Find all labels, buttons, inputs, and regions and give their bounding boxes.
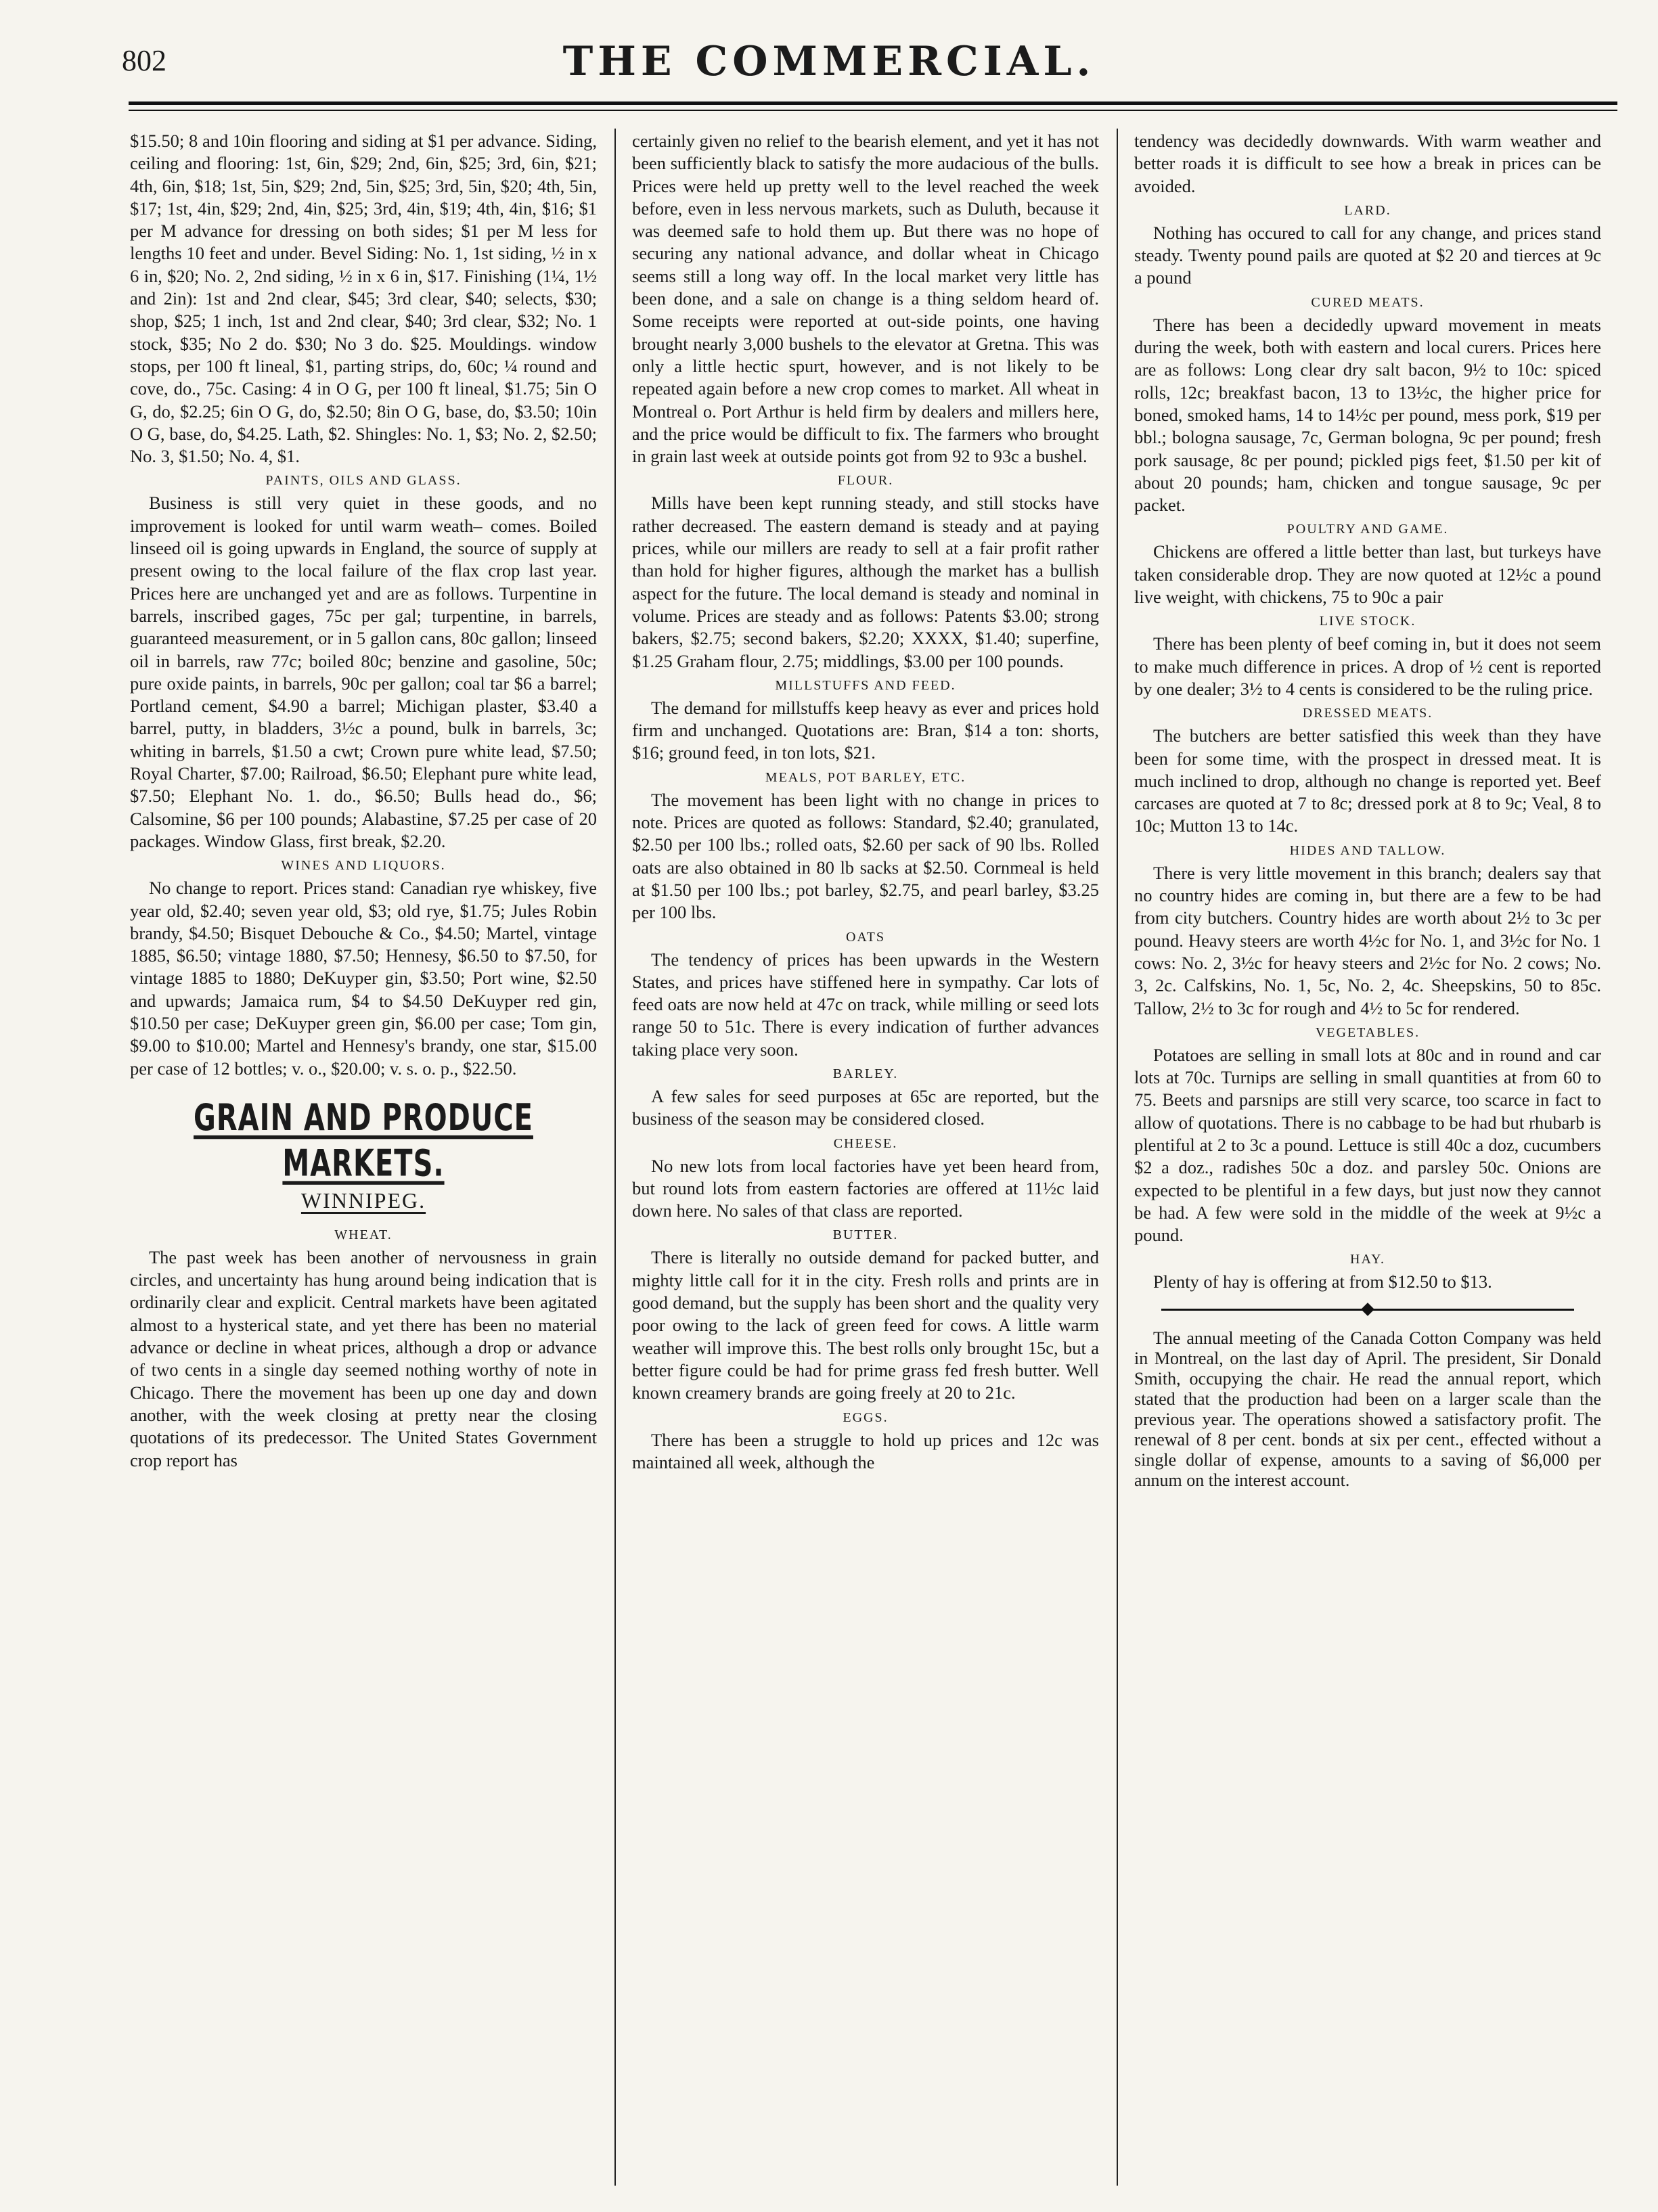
wines-heading: WINES AND LIQUORS. xyxy=(281,858,446,874)
live-stock-paragraph: There has been plenty of beef coming in, but it does not seem to make much difference in prices. A drop of ½ cent is reported by one dealer; 3½ to 4 cents is considered to be the ruling price. xyxy=(1134,633,1601,699)
lard-heading: LARD. xyxy=(1344,202,1391,218)
masthead: THE COMMERCIAL. xyxy=(562,38,1096,85)
header-rule-thin xyxy=(129,110,1617,111)
barley-heading: BARLEY. xyxy=(832,1066,899,1081)
wheat-paragraph: The past week has been another of nervousness in grain circles, and uncertainty has hung around being indication that is ordinarily clear and explicit. Central markets have been agitated almost to a hysterical state, and yet there has been no material advance or decline in wheat prices, although a drop or advance of two cents in a single day seemed nothing worthy of note in Chicago. There the movement has been up one day and down another, with the week closing at pretty near the closing quotations of its predecessor. The United States Government crop report has xyxy=(130,1246,597,1470)
page-number: 802 xyxy=(122,44,166,77)
ornamental-divider xyxy=(1161,1309,1574,1316)
cured-meats-paragraph: There has been a decidedly upward movement in meats during the week, both with eastern and local curers. Prices here are as follows: Long clear dry salt bacon, 9½ to 10c: spiced rolls, 12c; breakfast bacon, 13 to 13½c, the higher price for boned, smoked hams, 14 to 14½c per pound, mess pork, $19 per bbl.; bologna sausage, 7c, German bologna, 9c per pound; fresh pork sausage, 8c per pound; pickled pigs feet, $1.50 per kit of about 20 pounds; ham, chicken and tongue sausage, 9c per packet. xyxy=(1134,314,1601,516)
eggs-paragraph: There has been a struggle to hold up prices and 12c was maintained all week, although the xyxy=(632,1429,1099,1472)
header-rule-thick xyxy=(129,101,1617,105)
column-1 xyxy=(130,130,597,2194)
paints-heading: PAINTS, OILS AND GLASS. xyxy=(265,473,462,489)
page-header xyxy=(0,0,1658,101)
winnipeg-title: WINNIPEG. xyxy=(300,1188,426,1213)
millstuffs-paragraph: The demand for millstuffs keep heavy as ever and prices hold firm and unchanged. Quotations are: Bran, $14 a ton: shorts, $16; ground feed, in ton lots, $21. xyxy=(632,697,1099,763)
oats-heading: OATS xyxy=(845,929,885,945)
paints-paragraph: Business is still very quiet in these goods, and no improvement is looked for until warm weath– comes. Boiled linseed oil is going upwards in England, the source of supply at present owing to the local failure of the flax crop last year. Prices here are unchanged yet and are as follows. Turpentine in barrels, inscribed gages, 75c per gal; turpentine, in barrels, guaranteed measurement, or in 5 gallon cans, 80c gallon; linseed oil in barrels, raw 77c; boiled 80c; benzine and gasoline, 50c; pure oxide paints, in barrels, 90c per gallon; coal tar $6 a barrel; Portland cement, $4.90 a barrel; Michigan plaster, $3.40 a barrel, putty, in bladders, 3½c a pound, bulk in barrels, 3c; whiting in barrels, $1.50 a cwt; Crown pure white lead, $7.50; Royal Charter, $7.00; Railroad, $6.50; Elephant pure white lead, $7.50; Elephant No. 1. do., $6.50; Bulls head do., $6; Calsomine, $6 per 100 pounds; Alabastine, $7.25 per case of 20 packages. Window Glass, first break, $2.20. xyxy=(130,493,597,851)
oats-paragraph: The tendency of prices has been upwards in the Western States, and prices have stiffened here in sympathy. Car lots of feed oats are now held at 47c on track, while milling or seed lots range 50 to 51c. There is every indication of further advances taking place very soon. xyxy=(632,949,1099,1060)
eggs-paragraph-continued: tendency was decidedly downwards. With warm weather and better roads it is difficult to see how a break in prices can be avoided. xyxy=(1134,131,1601,196)
dressed-meats-heading: DRESSED MEATS. xyxy=(1302,706,1433,721)
column-2 xyxy=(632,130,1099,2194)
butter-heading: BUTTER. xyxy=(832,1227,899,1243)
canada-cotton-notice: The annual meeting of the Canada Cotton Company was held in Montreal, on the last day of April. The president, Sir Donald Smith, occupying the chair. He read the annual report, which stated that the production had been on a larger scale than the previous year. The operations showed a satisfactory profit. The renewal of 8 per cent. bonds at six per cent., effected without a single dollar of expense, amounts to a saving of $6,000 per annum on the interest account. xyxy=(1134,1328,1601,1490)
barley-paragraph: A few sales for seed purposes at 65c are reported, but the business of the season may be considered closed. xyxy=(632,1085,1099,1129)
column-divider-2 xyxy=(1117,129,1118,2186)
live-stock-heading: LIVE STOCK. xyxy=(1319,614,1416,629)
column-divider-1 xyxy=(614,129,616,2186)
eggs-heading: EGGS. xyxy=(843,1409,889,1425)
poultry-heading: POULTRY AND GAME. xyxy=(1286,522,1449,537)
lumber-prices-continued: $15.50; 8 and 10in flooring and siding at $1 per advance. Siding, ceiling and flooring: 1st, 6in, $29; 2nd, 6in, $25; 3rd, 6in, $21; 4th, 6in, $18; 1st, 5in, $29; 2nd, 5in, $25; 3rd, 5in, $20; 4th, 5in, $17; 1st, 4in, $29; 2nd, 4in, $25; 3rd, 4in, $19; 4th, 4in, $16; $1 per M advance for dressing on both sides; $1 per M less for lengths 10 feet and under. Bevel Siding: No. 1, 1st siding, ½ in x 6 in, $20; No. 2, 2nd siding, ½ in x 6 in, $17. Finishing (1¼, 1½ and 2in): 1st and 2nd clear, $45; 3rd clear, $40; selects, $30; shop, $25; 1 inch, 1st and 2nd clear, $40; 3rd clear, $32; No. 1 stock, $35; No 2 do. $30; No 3 do. $25. Mouldings. window stops, per 100 ft lineal, $1, parting strips, do, 60c; ¼ round and cove, do., 75c. Casing: 4 in O G, per 100 ft lineal, $1.75; 5in O G, do, $2.25; 6in O G, do, $2.50; 8in O G, base, do, $3.50; 10in O G, base, do, $4.25. Lath, $2. Shingles: No. 1, $3; No. 2, $2.50; No. 3, $1.50; No. 4, $1. xyxy=(130,131,597,467)
cheese-heading: CHEESE. xyxy=(833,1135,898,1151)
flour-heading: FLOUR. xyxy=(837,473,894,489)
hides-paragraph: There is very little movement in this branch; dealers say that no country hides are coming in, but there are a few to be had from city butchers. Country hides are worth about 2½ to 3c per pound. Heavy steers are worth 4½c for No. 1, and 3½c for No. 1 cows: No. 2, 3½c for heavy steers and 2½c for No. 2 cows; No. 3, 2c. Calfskins, No. 1, 5c, No. 2, 4c. Sheepskins, 50 to 85c. Tallow, 2½ to 3c for rough and 4½ to 5c for rendered. xyxy=(1134,862,1601,1018)
grain-produce-section-title: GRAIN AND PRODUCE MARKETS. xyxy=(194,1097,533,1185)
wheat-heading: WHEAT. xyxy=(334,1227,393,1242)
poultry-paragraph: Chickens are offered a little better than last, but turkeys have taken considerable drop. They are now quoted at 12½c a pound live weight, with chickens, 75 to 90c a pair xyxy=(1134,541,1601,608)
cheese-paragraph: No new lots from local factories have yet been heard from, but round lots from eastern factories are offered at 11½c laid down here. No sales of that class are reported. xyxy=(632,1155,1099,1221)
hay-paragraph: Plenty of hay is offering at from $12.50 to $13. xyxy=(1153,1271,1492,1292)
dressed-meats-paragraph: The butchers are better satisfied this week than they have been for some time, with the prospect in dressed meat. It is much inclined to drop, although no change is reported yet. Beef carcases are quoted at 7 to 8c; dressed pork at 8 to 9c; Veal, 8 to 10c; Mutton 13 to 14c. xyxy=(1134,725,1601,836)
hides-heading: HIDES AND TALLOW. xyxy=(1289,842,1446,858)
millstuffs-heading: MILLSTUFFS AND FEED. xyxy=(775,677,956,693)
column-3 xyxy=(1134,130,1601,2194)
lard-paragraph: Nothing has occured to call for any change, and prices stand steady. Twenty pound pails are quoted at $2 20 and tierces at 9c a pound xyxy=(1134,222,1601,288)
meals-heading: MEALS, POT BARLEY, ETC. xyxy=(765,769,966,785)
flour-paragraph: Mills have been kept running steady, and still stocks have rather decreased. The eastern demand is steady and at paying prices, while our millers are ready to sell at a fair profit rather than hold for higher figures, although the market has a bullish aspect for the future. The local demand is steady and nominal in volume. Prices are steady and as follows: Patents $3.00; strong bakers, $2.75; second bakers, $2.20; XXXX, $1.40; superfine, $1.25 Graham flour, 2.75; middlings, $3.00 per 100 pounds. xyxy=(632,493,1099,671)
butter-paragraph: There is literally no outside demand for packed butter, and mighty little call for it in the city. Fresh rolls and prints are in good demand, but the supply has been short and the quality very poor owing to the lack of green feed for cows. A little warm weather will improve this. The best rolls only brought 15c, but a better figure could be had for prime grass fed fresh butter. Well known creamery brands are going freely at 20 to 21c. xyxy=(632,1247,1099,1403)
wheat-paragraph-continued: certainly given no relief to the bearish element, and yet it has not been sufficiently black to satisfy the more audacious of the bulls. Prices were held up pretty well to the level reached the week before, even in less nervous markets, such as Duluth, because it was deemed safe to hold them up. But there was no hope of securing any national advance, and dollar wheat in Chicago seems still a long way off. In the local market very little has been done, and a sale on change is a thing seldom heard of. Some receipts were reported at out-side points, one having brought nearly 3,000 bushels to the elevator at Gretna. This was only a little hectic spurt, however, and is not likely to be repeated again before a new crop comes to market. All wheat in Montreal o. Port Arthur is held firm by dealers and millers here, and the price would be difficult to fix. The farmers who brought in grain last week at outside points got from 92 to 93c a bushel. xyxy=(632,131,1099,467)
hay-heading: HAY. xyxy=(1350,1252,1385,1267)
vegetables-heading: VEGETABLES. xyxy=(1315,1024,1420,1040)
vegetables-paragraph: Potatoes are selling in small lots at 80c and in round and car lots at 70c. Turnips are selling in small quantities at from 60 to 75. Beets and parsnips are still very scarce, too scarce in fact to allow of quotations. There is no cabbage to be had but rhubarb is plentiful at 2 to 3c a pound. Lettuce is still 40c a doz, cucumbers $2 a doz., radishes 50c a doz. and parsley 50c. Onions are expected to be plentiful in a few days, but just now they cannot be had. A few were sold in the middle of the week at 9½c a pound. xyxy=(1134,1044,1601,1246)
meals-paragraph: The movement has been light with no change in prices to note. Prices are quoted as follows: Standard, $2.40; granulated, $2.50 per 100 lbs.; rolled oats, $2.60 per sack of 90 lbs. Rolled oats are also obtained in 80 lb sacks at $2.50. Cornmeal is held at $1.50 per 100 lbs.; pot barley, $2.75, and pearl barley, $3.25 per 100 lbs. xyxy=(632,789,1099,923)
wines-paragraph: No change to report. Prices stand: Canadian rye whiskey, five year old, $2.40; seven year old, $3; old rye, $1.75; Jules Robin brandy, $4.50; Bisquet Debouche & Co., $4.50; Martel, vintage 1885, $6.50; vintage 1880, $7.50; Hennesy, $6.50 to $7.50, for vintage 1885 to 1880; DeKuyper gin, $3.50; Port wine, $2.50 and upwards; Jamaica rum, $4 to $4.50 DeKuyper red gin, $10.50 per case; DeKuyper green gin, $6.00 per case; Tom gin, $9.00 to $10.00; Martel and Hennesy's brandy, one star, $15.00 per case of 12 bottles; v. o., $20.00; v. s. o. p., $22.50. xyxy=(130,878,597,1079)
cured-meats-heading: CURED MEATS. xyxy=(1311,294,1425,310)
